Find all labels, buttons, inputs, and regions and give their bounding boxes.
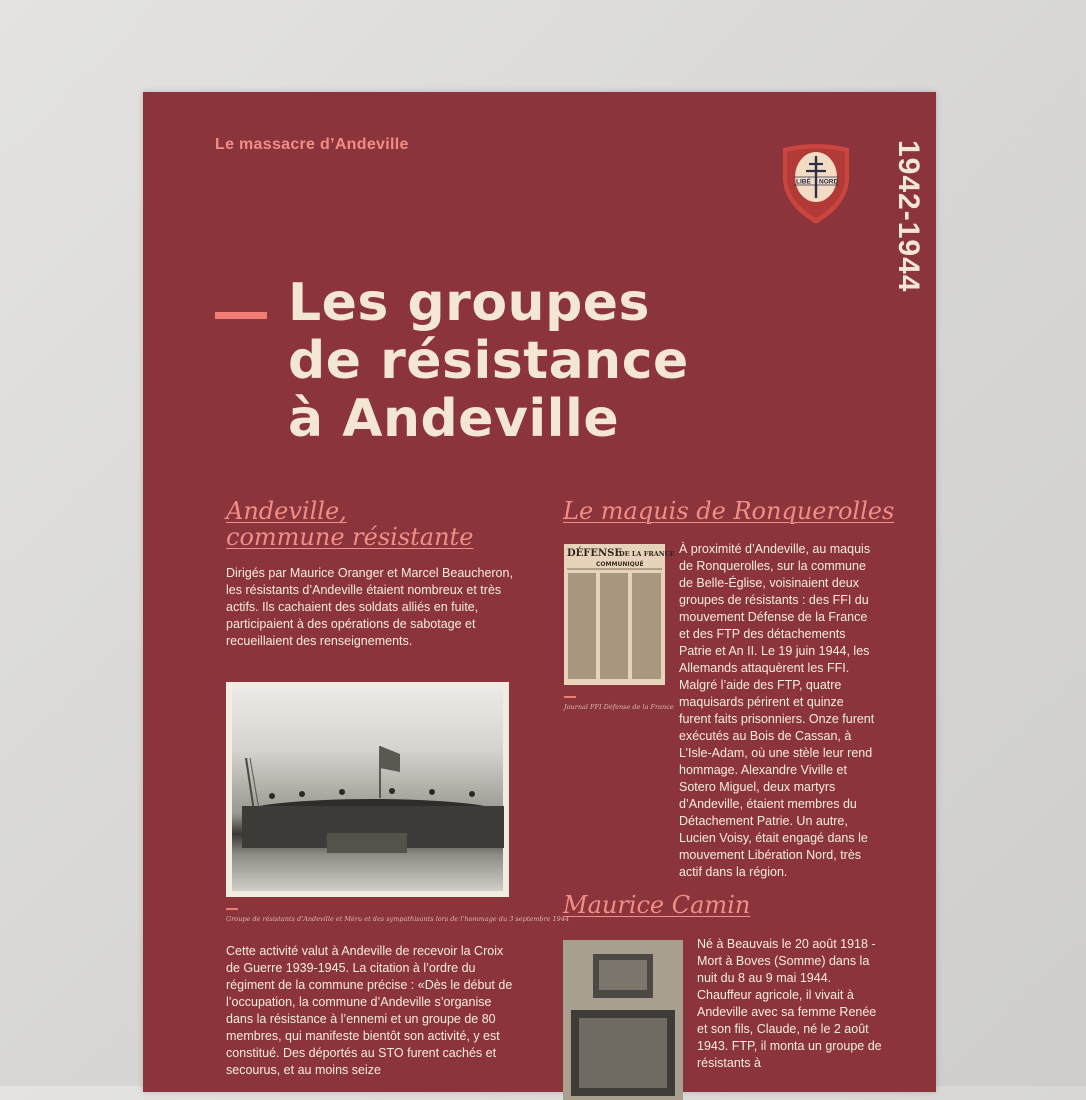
newspaper-image [564, 544, 675, 685]
left-intro-paragraph: Dirigés par Maurice Oranger et Marcel Beaucheron, les résistants d’Andeville étaient nombreux et très actifs. Ils cachaient des soldats alliés en fuite, participaient à des opérations de sabotage et recueillaient des renseignements. [226, 566, 513, 648]
photo-caption: Groupe de résistants d’Andeville et Méru et des sympathisants lors de l’hommage du 3 septembre 1944 [226, 915, 570, 923]
emblem-label-left: LIBÉ [796, 178, 811, 186]
heading-line: Le maquis de Ronquerolles [563, 497, 895, 525]
heading-line: Maurice Camin [563, 891, 751, 919]
exhibit-poster [143, 92, 936, 1092]
newspaper-subhead: COMMUNIQUÉ [596, 561, 644, 568]
heading-line: commune résistante [226, 523, 474, 551]
left-column-heading [226, 498, 473, 550]
resistance-group-photo [226, 682, 509, 897]
right-column-heading [563, 498, 894, 524]
caption-dash [226, 908, 238, 910]
cross-of-lorraine-shield-icon [781, 144, 851, 224]
caption-dash [564, 696, 576, 698]
title-accent-dash [215, 312, 267, 319]
right-text-wrapped [679, 541, 879, 881]
year-range-text: 1942-1944 [892, 140, 925, 293]
newspaper-masthead-right: DE LA FRANCE [619, 550, 675, 558]
poster-title [288, 274, 689, 448]
heading-line: Andeville, [226, 497, 347, 525]
title-line: de résistance [288, 331, 689, 391]
left-body-paragraph: Cette activité valut à Andeville de recevoir la Croix de Guerre 1939-1945. La citation à l’ordre du régiment de la commune précise : «Dès le début de l’occupation, la commune d’Andeville s’organise dans la résistance à l’ennemi et un groupe de 80 membres, qui manifeste bientôt son activité, y est constitué. Des déportés au STO furent cachés et secourus, et au moins seize [226, 944, 513, 1077]
title-line: à Andeville [288, 389, 620, 449]
newspaper-caption: Journal FFI Défense de la France [564, 703, 674, 711]
camin-heading [563, 892, 750, 918]
maurice-camin-archive-image [563, 940, 683, 1100]
liberation-nord-emblem [781, 144, 851, 224]
poster-kicker: Le massacre d’Andeville [215, 136, 409, 153]
ronquerolles-paragraph: À proximité d’Andeville, au maquis de Ronquerolles, sur la commune de Belle-Église, voisinaient deux groupes de résistants : des FFI du mouvement Défense de la France et des FTP des détachements Patrie et An II. Le 19 juin 1944, les Allemands attaquèrent les FFI. Malgré l’aide des FTP, quatre maquisards périrent et quinze furent faits prisonniers. Onze furent exécutés au Bois de Cassan, à L’Isle-Adam, où une stèle leur rend hommage. Alexandre Viville et Sotero Miguel, deux martyrs d’Andeville, étaient membres du Détachement Patrie. Un autre, Lucien Voisy, était engagé dans le mouvement Libération Nord, très actif dans la région. [679, 542, 875, 879]
camin-paragraph: Né à Beauvais le 20 août 1918 - Mort à Boves (Somme) dans la nuit du 8 au 9 mai 1944. Chauffeur agricole, il vivait à Andeville avec sa femme Renée et son fils, Claude, né le 2 août 1943. FTP, il monta un groupe de résistants à [697, 937, 882, 1070]
newspaper-masthead-left: DÉFENSE [567, 548, 622, 559]
emblem-label-right: NORD [819, 178, 839, 186]
year-range [891, 140, 927, 330]
title-line: Les groupes [288, 273, 651, 333]
